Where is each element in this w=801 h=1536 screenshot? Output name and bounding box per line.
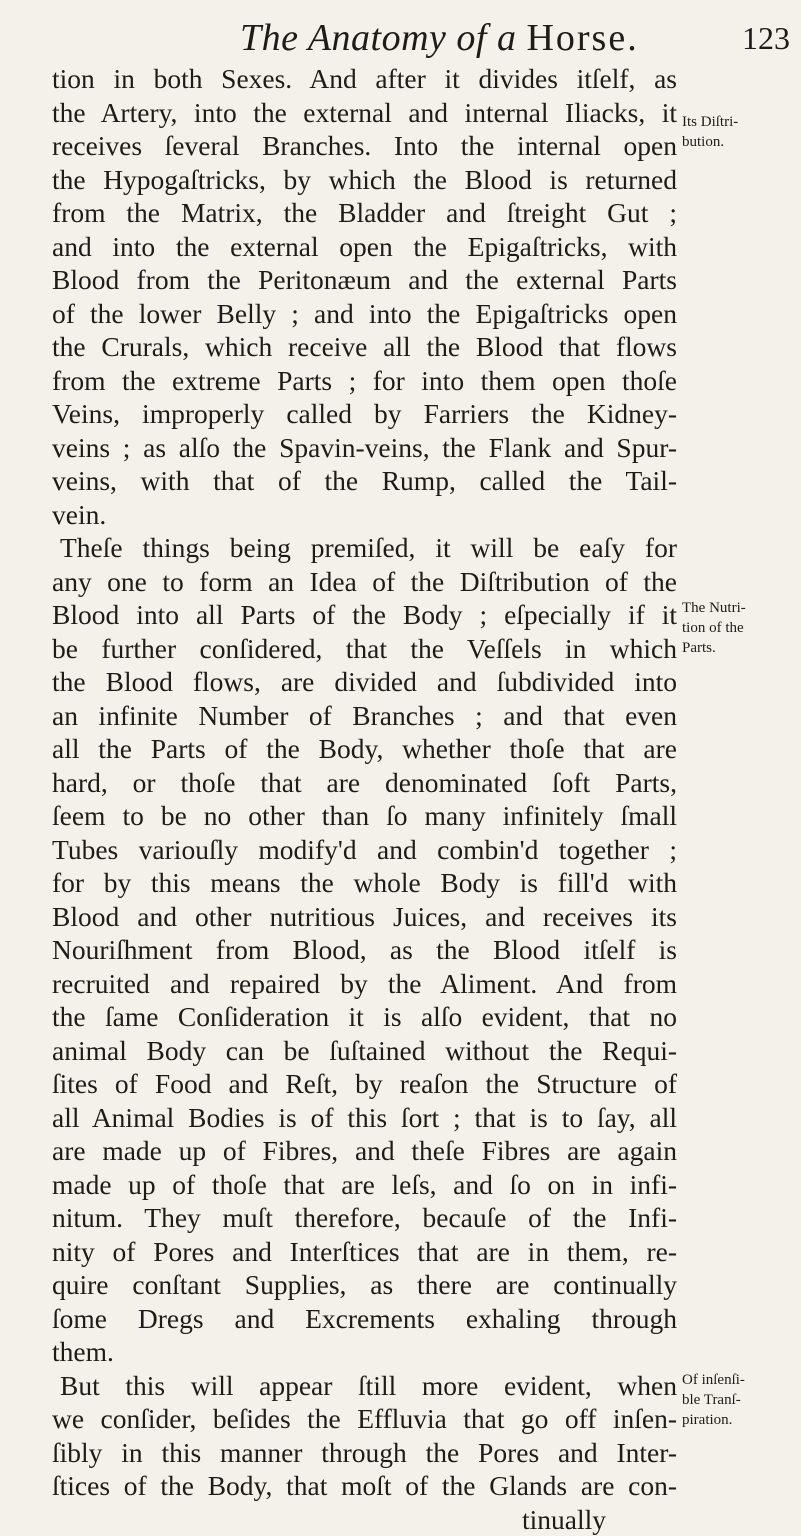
text-line: tion in both Sexes. And after it divides itſelf, as <box>52 62 677 96</box>
text-line: be further conſidered, that the Veſſels in which <box>52 632 677 666</box>
running-title <box>240 16 639 60</box>
text-line: Veins, improperly called by Farriers the Kidney- <box>52 397 677 431</box>
text-line: any one to form an Idea of the Diſtribution of the <box>52 565 677 599</box>
page-number: 123 <box>742 20 790 57</box>
text-line: quire conſtant Supplies, as there are continually <box>52 1268 677 1302</box>
text-line: and into the external open the Epigaſtricks, with <box>52 230 677 264</box>
margin-note-line: tion of the <box>682 618 797 638</box>
text-line: the Hypogaſtricks, by which the Blood is returned <box>52 163 677 197</box>
text-line: them. <box>52 1335 677 1369</box>
text-line: the Artery, into the external and internal Iliacks, it <box>52 96 677 130</box>
text-line: recruited and repaired by the Aliment. And from <box>52 967 677 1001</box>
text-line: we conſider, beſides the Effluvia that go off inſen- <box>52 1402 677 1436</box>
margin-note-distribution <box>682 112 797 152</box>
text-line: from the extreme Parts ; for into them open thoſe <box>52 364 677 398</box>
text-line: an infinite Number of Branches ; and that even <box>52 699 677 733</box>
body-text <box>52 62 677 1536</box>
text-line: the ſame Conſideration it is alſo evident, that no <box>52 1000 677 1034</box>
text-line: the Crurals, which receive all the Blood that flows <box>52 330 677 364</box>
text-line: all Animal Bodies is of this ſort ; that is to ſay, all <box>52 1101 677 1135</box>
text-line: all the Parts of the Body, whether thoſe that are <box>52 732 677 766</box>
running-title-caps: Horse. <box>526 17 638 59</box>
margin-note-line: bution. <box>682 132 797 152</box>
text-line: receives ſeveral Branches. Into the internal open <box>52 129 677 163</box>
text-line: Blood from the Peritonæum and the external Parts <box>52 263 677 297</box>
text-line: ſome Dregs and Excrements exhaling through <box>52 1302 677 1336</box>
text-line: made up of thoſe that are leſs, and ſo on in infi- <box>52 1168 677 1202</box>
text-line: the Blood flows, are divided and ſubdivided into <box>52 665 677 699</box>
margin-note-transpiration <box>682 1370 797 1430</box>
text-line: tinually <box>52 1503 677 1536</box>
text-line: veins, with that of the Rump, called the Tail- <box>52 464 677 498</box>
text-line: ſeem to be no other than ſo many infinitely ſmall <box>52 799 677 833</box>
text-line: vein. <box>52 498 677 532</box>
text-line: ſtices of the Body, that moſt of the Glands are con- <box>52 1469 677 1503</box>
text-line: Tubes variouſly modify'd and combin'd together ; <box>52 833 677 867</box>
margin-note-line: ble Tranſ- <box>682 1390 797 1410</box>
text-line: Blood and other nutritious Juices, and receives its <box>52 900 677 934</box>
text-line: from the Matrix, the Bladder and ſtreight Gut ; <box>52 196 677 230</box>
text-line: veins ; as alſo the Spavin-veins, the Flank and Spur- <box>52 431 677 465</box>
margin-note-line: piration. <box>682 1410 797 1430</box>
text-line: are made up of Fibres, and theſe Fibres are again <box>52 1134 677 1168</box>
text-line: Blood into all Parts of the Body ; eſpecially if it <box>52 598 677 632</box>
running-title-italic: The Anatomy of a <box>240 17 516 59</box>
text-line: hard, or thoſe that are denominated ſoft Parts, <box>52 766 677 800</box>
text-line: for by this means the whole Body is fill'd with <box>52 866 677 900</box>
text-line: ſibly in this manner through the Pores and Inter- <box>52 1436 677 1470</box>
margin-note-line: The Nutri- <box>682 598 797 618</box>
text-line: Nouriſhment from Blood, as the Blood itſelf is <box>52 933 677 967</box>
text-line: But this will appear ſtill more evident, when <box>52 1369 677 1403</box>
text-line: nity of Pores and Interſtices that are in them, re- <box>52 1235 677 1269</box>
margin-note-line: Of inſenſi- <box>682 1370 797 1390</box>
margin-note-line: Parts. <box>682 638 797 658</box>
text-line: animal Body can be ſuſtained without the Requi- <box>52 1034 677 1068</box>
running-head <box>0 10 801 70</box>
text-line: of the lower Belly ; and into the Epigaſtricks open <box>52 297 677 331</box>
text-line: ſites of Food and Reſt, by reaſon the Structure of <box>52 1067 677 1101</box>
margin-note-line: Its Diſtri- <box>682 112 797 132</box>
text-line: nitum. They muſt therefore, becauſe of the Infi- <box>52 1201 677 1235</box>
text-line: Theſe things being premiſed, it will be eaſy for <box>52 531 677 565</box>
margin-note-nutrition <box>682 598 797 658</box>
